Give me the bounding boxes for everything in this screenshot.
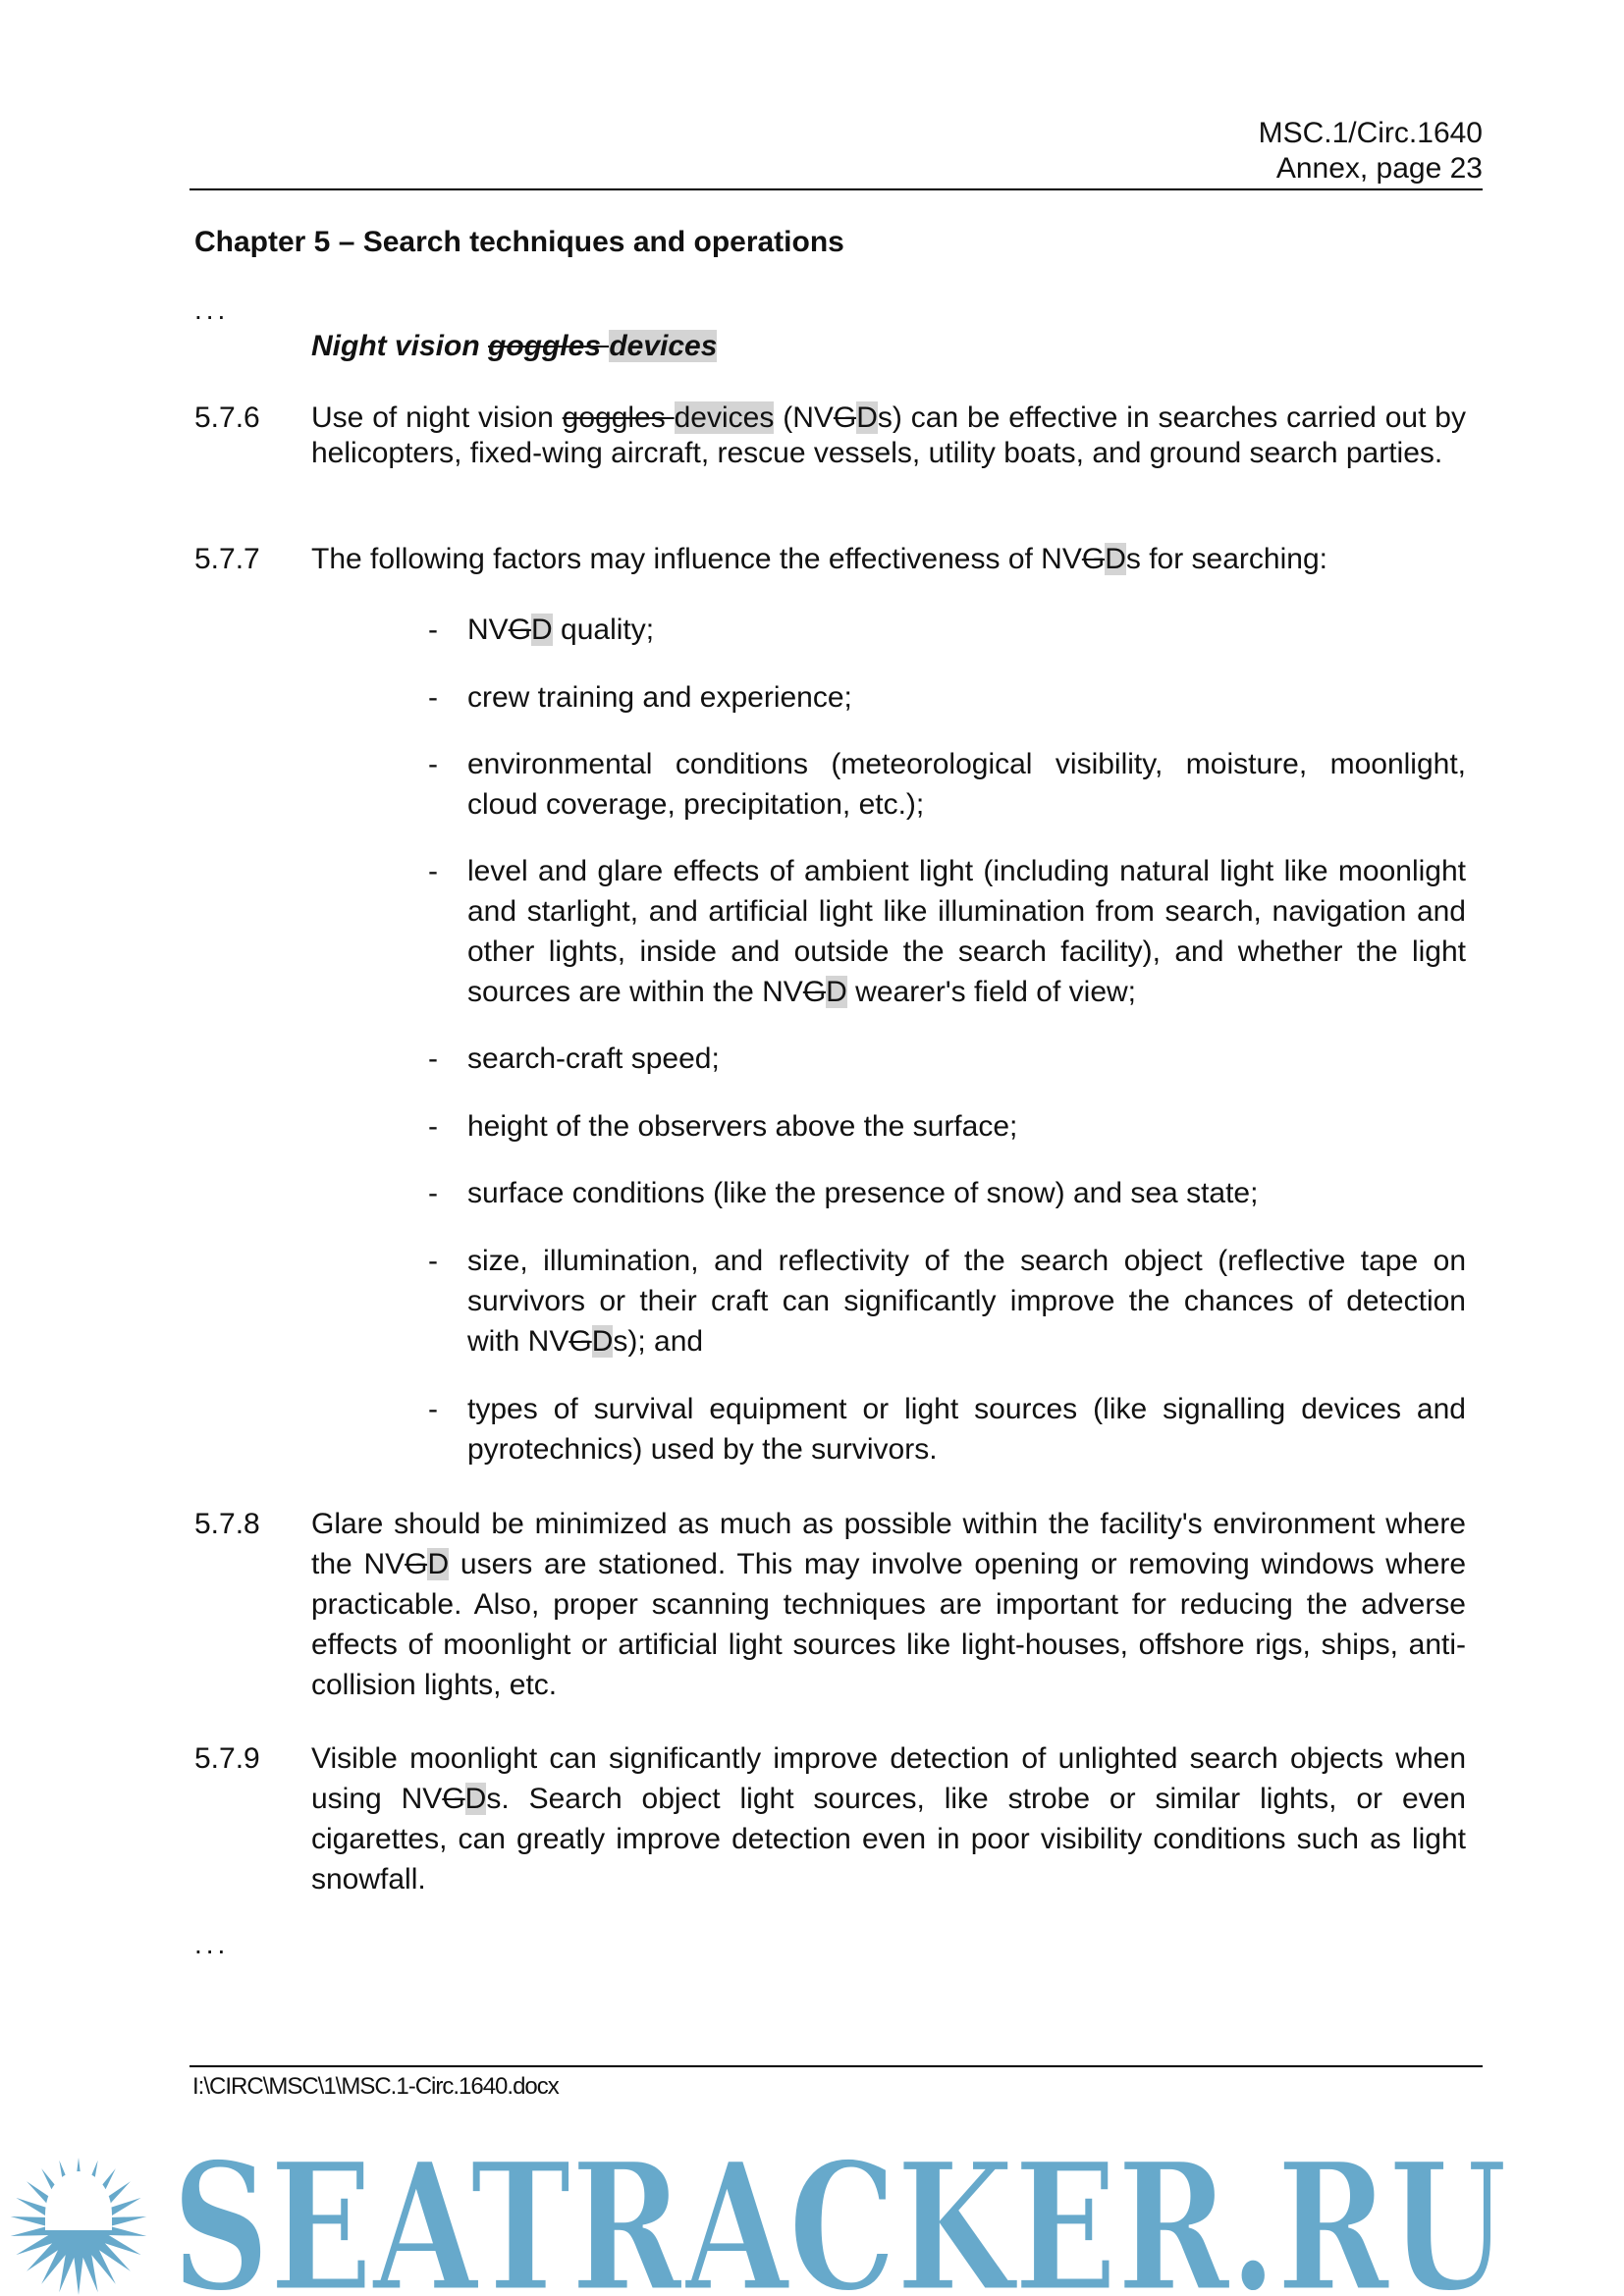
inserted-text: devices [609, 330, 718, 362]
paragraph-text [311, 539, 1466, 579]
text-run: s for searching: [1125, 543, 1327, 575]
paragraph-5-7-7 [194, 539, 1466, 579]
deleted-text: G [405, 1548, 428, 1580]
deleted-text: G [568, 1325, 592, 1358]
bullet-item [428, 1039, 1466, 1079]
text-run: s); and [613, 1325, 704, 1358]
bullet-dash: - [428, 614, 438, 646]
seatracker-watermark-logo [0, 2150, 1624, 2296]
bullet-item [428, 1106, 1466, 1147]
text-run: types of survival equipment or light sources (like signalling devices and pyrotechnics) used by the survivors. [467, 1393, 1466, 1466]
footer-file-path: I:\CIRC\MSC\1\MSC.1-Circ.1640.docx [192, 2073, 559, 2100]
bullet-dash: - [428, 1177, 438, 1209]
deleted-text: G [442, 1783, 465, 1815]
paragraph-5-7-8 [194, 1504, 1466, 1705]
bullet-item [428, 744, 1466, 825]
text-run: environmental conditions (meteorological visibility, moisture, moonlight, cloud coverage, precipitation, etc.); [467, 748, 1466, 821]
inserted-text: D [856, 401, 878, 434]
deleted-text: G [833, 401, 857, 434]
paragraph-number: 5.7.9 [194, 1742, 260, 1775]
chapter-title: Chapter 5 – Search techniques and operations [194, 226, 844, 258]
deleted-text: G [802, 976, 827, 1008]
ellipsis-bottom: ... [194, 1929, 230, 1959]
inserted-text: devices [674, 401, 775, 434]
text-run: level and glare effects of ambient light (including natural light like moonlight and starlight, and artificial light like illumination from search, navigation and other lights, inside and outside the search facility), and whether the light sources are within the NV [467, 855, 1466, 1008]
text-run: Visible moonlight can significantly improve detection of unlighted search objects when using NV [311, 1742, 1466, 1815]
bullet-text [467, 610, 1466, 650]
inserted-text: D [1105, 543, 1126, 575]
sun-icon [11, 2158, 147, 2295]
bullet-item [428, 1389, 1466, 1469]
bullet-dash: - [428, 1042, 438, 1075]
bullet-text [467, 744, 1466, 825]
deleted-text: goggles [562, 401, 675, 434]
text-run: NV [467, 614, 509, 646]
paragraph-text [311, 1738, 1466, 1899]
text-run: Use of night vision [311, 401, 563, 434]
watermark-text: SEATRACKER.RU [172, 2150, 1507, 2296]
text-run: s) can be effective in searches carried out by helicopters, fixed-wing aircraft, rescue vessels, utility boats, and ground search parties. [311, 401, 1466, 469]
bullet-item [428, 1173, 1466, 1213]
deleted-text: G [508, 614, 532, 646]
text-run: Glare should be minimized as much as possible within the facility's environment where the NV [311, 1508, 1466, 1580]
bullet-dash: - [428, 748, 438, 780]
paragraph-5-7-9 [194, 1738, 1466, 1899]
ellipsis-top: ... [194, 294, 230, 325]
section-subheading [311, 330, 717, 363]
text-run: height of the observers above the surface; [467, 1110, 1018, 1143]
text-run: quality; [552, 614, 655, 646]
header-rule [189, 188, 1483, 190]
text-run: size, illumination, and reflectivity of the search object (reflective tape on survivors or their craft can significantly improve the chances of detection with NV [467, 1245, 1466, 1358]
bullet-dash: - [428, 1110, 438, 1143]
paragraph-text [311, 400, 1466, 471]
inserted-text: D [531, 614, 553, 646]
deleted-text: G [1081, 543, 1106, 575]
bullet-dash: - [428, 855, 438, 887]
footer-rule [189, 2065, 1483, 2067]
paragraph-number: 5.7.8 [194, 1508, 260, 1540]
text-run: surface conditions (like the presence of snow) and sea state; [467, 1177, 1259, 1209]
page-number: Annex, page 23 [1275, 152, 1483, 185]
bullet-text [467, 1389, 1466, 1469]
paragraph-number: 5.7.7 [194, 543, 260, 575]
document-reference: MSC.1/Circ.1640 [1258, 117, 1483, 149]
text-run: crew training and experience; [467, 681, 852, 714]
bullet-dash: - [428, 681, 438, 714]
text-run: The following factors may influence the effectiveness of NV [311, 543, 1082, 575]
paragraph-number: 5.7.6 [194, 401, 260, 434]
bullet-item [428, 1241, 1466, 1362]
bullet-text [467, 1241, 1466, 1362]
inserted-text: D [427, 1548, 450, 1580]
inserted-text: D [464, 1783, 487, 1815]
text-run: wearer's field of view; [846, 976, 1137, 1008]
text-run: s. Search object light sources, like strobe or similar lights, or even cigarettes, can greatly improve detection even in poor visibility conditions such as light snowfall. [311, 1783, 1466, 1896]
bullet-dash: - [428, 1245, 438, 1277]
text-run: (NV [774, 401, 834, 434]
bullet-item [428, 610, 1466, 650]
deleted-text: goggles [488, 330, 610, 362]
text-run: users are stationed. This may involve opening or removing windows where practicable. Also, proper scanning techniques are important for reducing the adverse effects of moonlight or artificial light sources like light-houses, offshore rigs, ships, anti-collision lights, etc. [311, 1548, 1467, 1701]
bullet-dash: - [428, 1393, 438, 1425]
bullet-item [428, 677, 1466, 718]
bullet-text [467, 851, 1466, 1012]
bullet-item [428, 851, 1466, 1012]
inserted-text: D [591, 1325, 614, 1358]
paragraph-5-7-6 [194, 400, 1466, 471]
inserted-text: D [826, 976, 847, 1008]
text-run: Night vision [311, 330, 488, 362]
bullet-text [467, 1173, 1466, 1213]
paragraph-text [311, 1504, 1466, 1705]
bullet-text [467, 1106, 1466, 1147]
bullet-text [467, 1039, 1466, 1079]
text-run: search-craft speed; [467, 1042, 720, 1075]
bullet-text [467, 677, 1466, 718]
